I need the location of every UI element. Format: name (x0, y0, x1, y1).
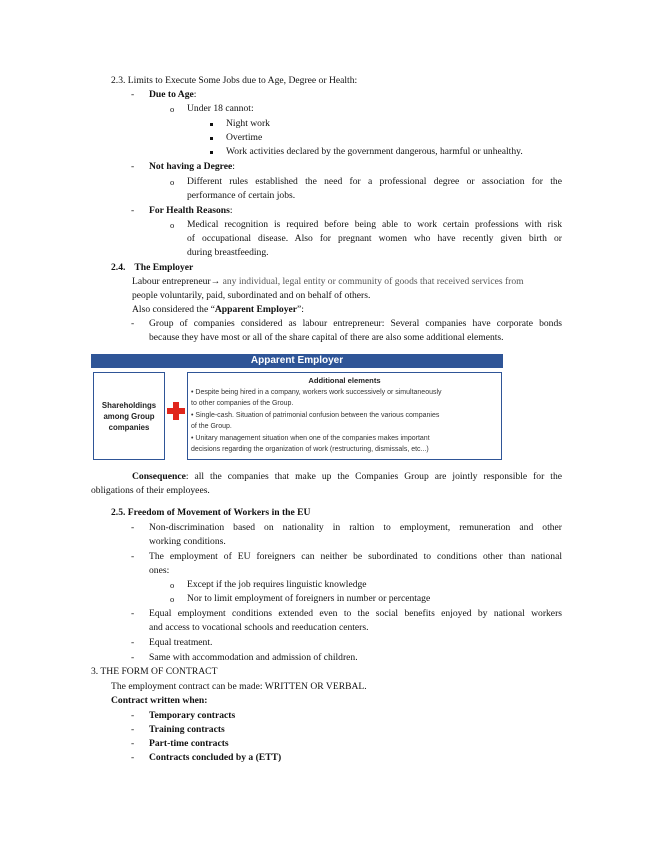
additional-elements-title: Additional elements (308, 376, 381, 385)
section-2-4-heading: 2.4. The Employer (111, 262, 194, 273)
age-under-text: Under 18 cannot: (187, 103, 254, 114)
additional-element-line: • Unitary management situation when one of the companies makes important (191, 434, 430, 442)
health-text-3: during breastfeeding. (187, 247, 269, 258)
health-text-2: of occupational disease. Also for pregnant women who have recently given birth or (187, 233, 562, 244)
eu-subpoint-number: Nor to limit employment of foreigners in number or percentage (187, 593, 431, 604)
section-3-heading: 3. THE FORM OF CONTRACT (91, 666, 218, 677)
eu-point-2: The employment of EU foreigners can neither be subordinated to conditions other than national (149, 551, 562, 562)
circle-marker: o (170, 580, 175, 590)
additional-element-line: to other companies of the Group. (191, 400, 294, 407)
square-bullet-icon (210, 151, 213, 154)
age-item-overtime: Overtime (226, 132, 263, 143)
dash-marker: - (131, 318, 135, 329)
degree-text-1: Different rules established the need for a professional degree or association for the (187, 176, 562, 187)
eu-point-1-cont: working conditions. (149, 536, 226, 547)
age-item-night: Night work (226, 118, 270, 129)
additional-element-line: decisions regarding the organization of work (restructuring, dismissals, etc...) (191, 446, 429, 453)
circle-marker: o (170, 104, 175, 114)
diagram-header: Apparent Employer (91, 354, 503, 368)
consequence-line-2: obligations of their employees. (91, 485, 210, 496)
dash-marker: - (131, 738, 135, 749)
section-2-5-heading: 2.5. Freedom of Movement of Workers in the EU (111, 507, 311, 518)
age-item-dangerous: Work activities declared by the government dangerous, harmful or unhealthy. (226, 146, 523, 157)
additional-element-line: • Despite being hired in a company, workers work successively or simultaneously (191, 388, 442, 396)
eu-point-3: Equal employment conditions extended even to the social benefits enjoyed by national workers (149, 608, 562, 619)
degree-item: Not having a Degree: (149, 161, 235, 172)
plus-icon (167, 402, 185, 420)
eu-subpoint-linguistic: Except if the job requires linguistic knowledge (187, 579, 367, 590)
shareholdings-box-label: Shareholdings among Group companies (101, 400, 157, 432)
dash-marker: - (131, 89, 135, 100)
dash-marker: - (131, 637, 135, 648)
section-2-3-heading: 2.3. Limits to Execute Some Jobs due to Age, Degree or Health: (111, 75, 358, 86)
shareholdings-box (93, 372, 165, 460)
eu-point-2-cont: ones: (149, 565, 170, 576)
health-text-1: Medical recognition is required before being able to work certain professions with risk (187, 219, 562, 230)
health-item: For Health Reasons: (149, 205, 233, 216)
square-bullet-icon (210, 137, 213, 140)
dash-marker: - (131, 522, 135, 533)
eu-point-3-cont: and access to vocational schools and reeducation centers. (149, 622, 369, 633)
dash-marker: - (131, 205, 135, 216)
eu-point-1: Non-discrimination based on nationality in raltion to employment, remuneration and other (149, 522, 562, 533)
square-bullet-icon (210, 123, 213, 126)
contract-type-ett: Contracts concluded by a (ETT) (149, 752, 282, 763)
apparent-employer-line: Also considered the “Apparent Employer”: (132, 304, 304, 315)
apparent-employer-diagram (91, 354, 503, 462)
eu-point-4: Equal treatment. (149, 637, 213, 648)
dash-marker: - (131, 161, 135, 172)
labour-entrepreneur-line: Labour entrepreneur→ any individual, legal entity or community of goods that received services from (132, 276, 524, 287)
degree-text-2: performance of certain jobs. (187, 190, 296, 201)
circle-marker: o (170, 594, 175, 604)
consequence-line-1: Consequence: all the companies that make up the Companies Group are jointly responsible for the (132, 471, 562, 482)
contract-intro: The employment contract can be made: WRITTEN OR VERBAL. (111, 681, 367, 692)
additional-element-line: • Single-cash. Situation of patrimonial confusion between the various companies (191, 411, 440, 419)
contract-type-training: Training contracts (149, 724, 225, 735)
labour-entrepreneur-line-2: people voluntarily, paid, subordinated and on behalf of others. (132, 290, 371, 301)
circle-marker: o (170, 177, 175, 187)
dash-marker: - (131, 752, 135, 763)
group-companies-text-2: because they have most or all of the share capital of there are also some additional elements. (149, 332, 504, 343)
additional-element-line: of the Group. (191, 423, 232, 430)
circle-marker: o (170, 220, 175, 230)
group-companies-text-1: Group of companies considered as labour entrepreneur: Several companies have corporate bonds (149, 318, 562, 329)
dash-marker: - (131, 652, 135, 663)
age-item: Due to Age: (149, 89, 197, 100)
dash-marker: - (131, 608, 135, 619)
contract-type-part-time: Part-time contracts (149, 738, 229, 749)
contract-written-when: Contract written when: (111, 695, 208, 706)
contract-type-temporary: Temporary contracts (149, 710, 236, 721)
eu-point-5: Same with accommodation and admission of children. (149, 652, 358, 663)
dash-marker: - (131, 710, 135, 721)
dash-marker: - (131, 551, 135, 562)
additional-elements-box (187, 372, 502, 460)
dash-marker: - (131, 724, 135, 735)
